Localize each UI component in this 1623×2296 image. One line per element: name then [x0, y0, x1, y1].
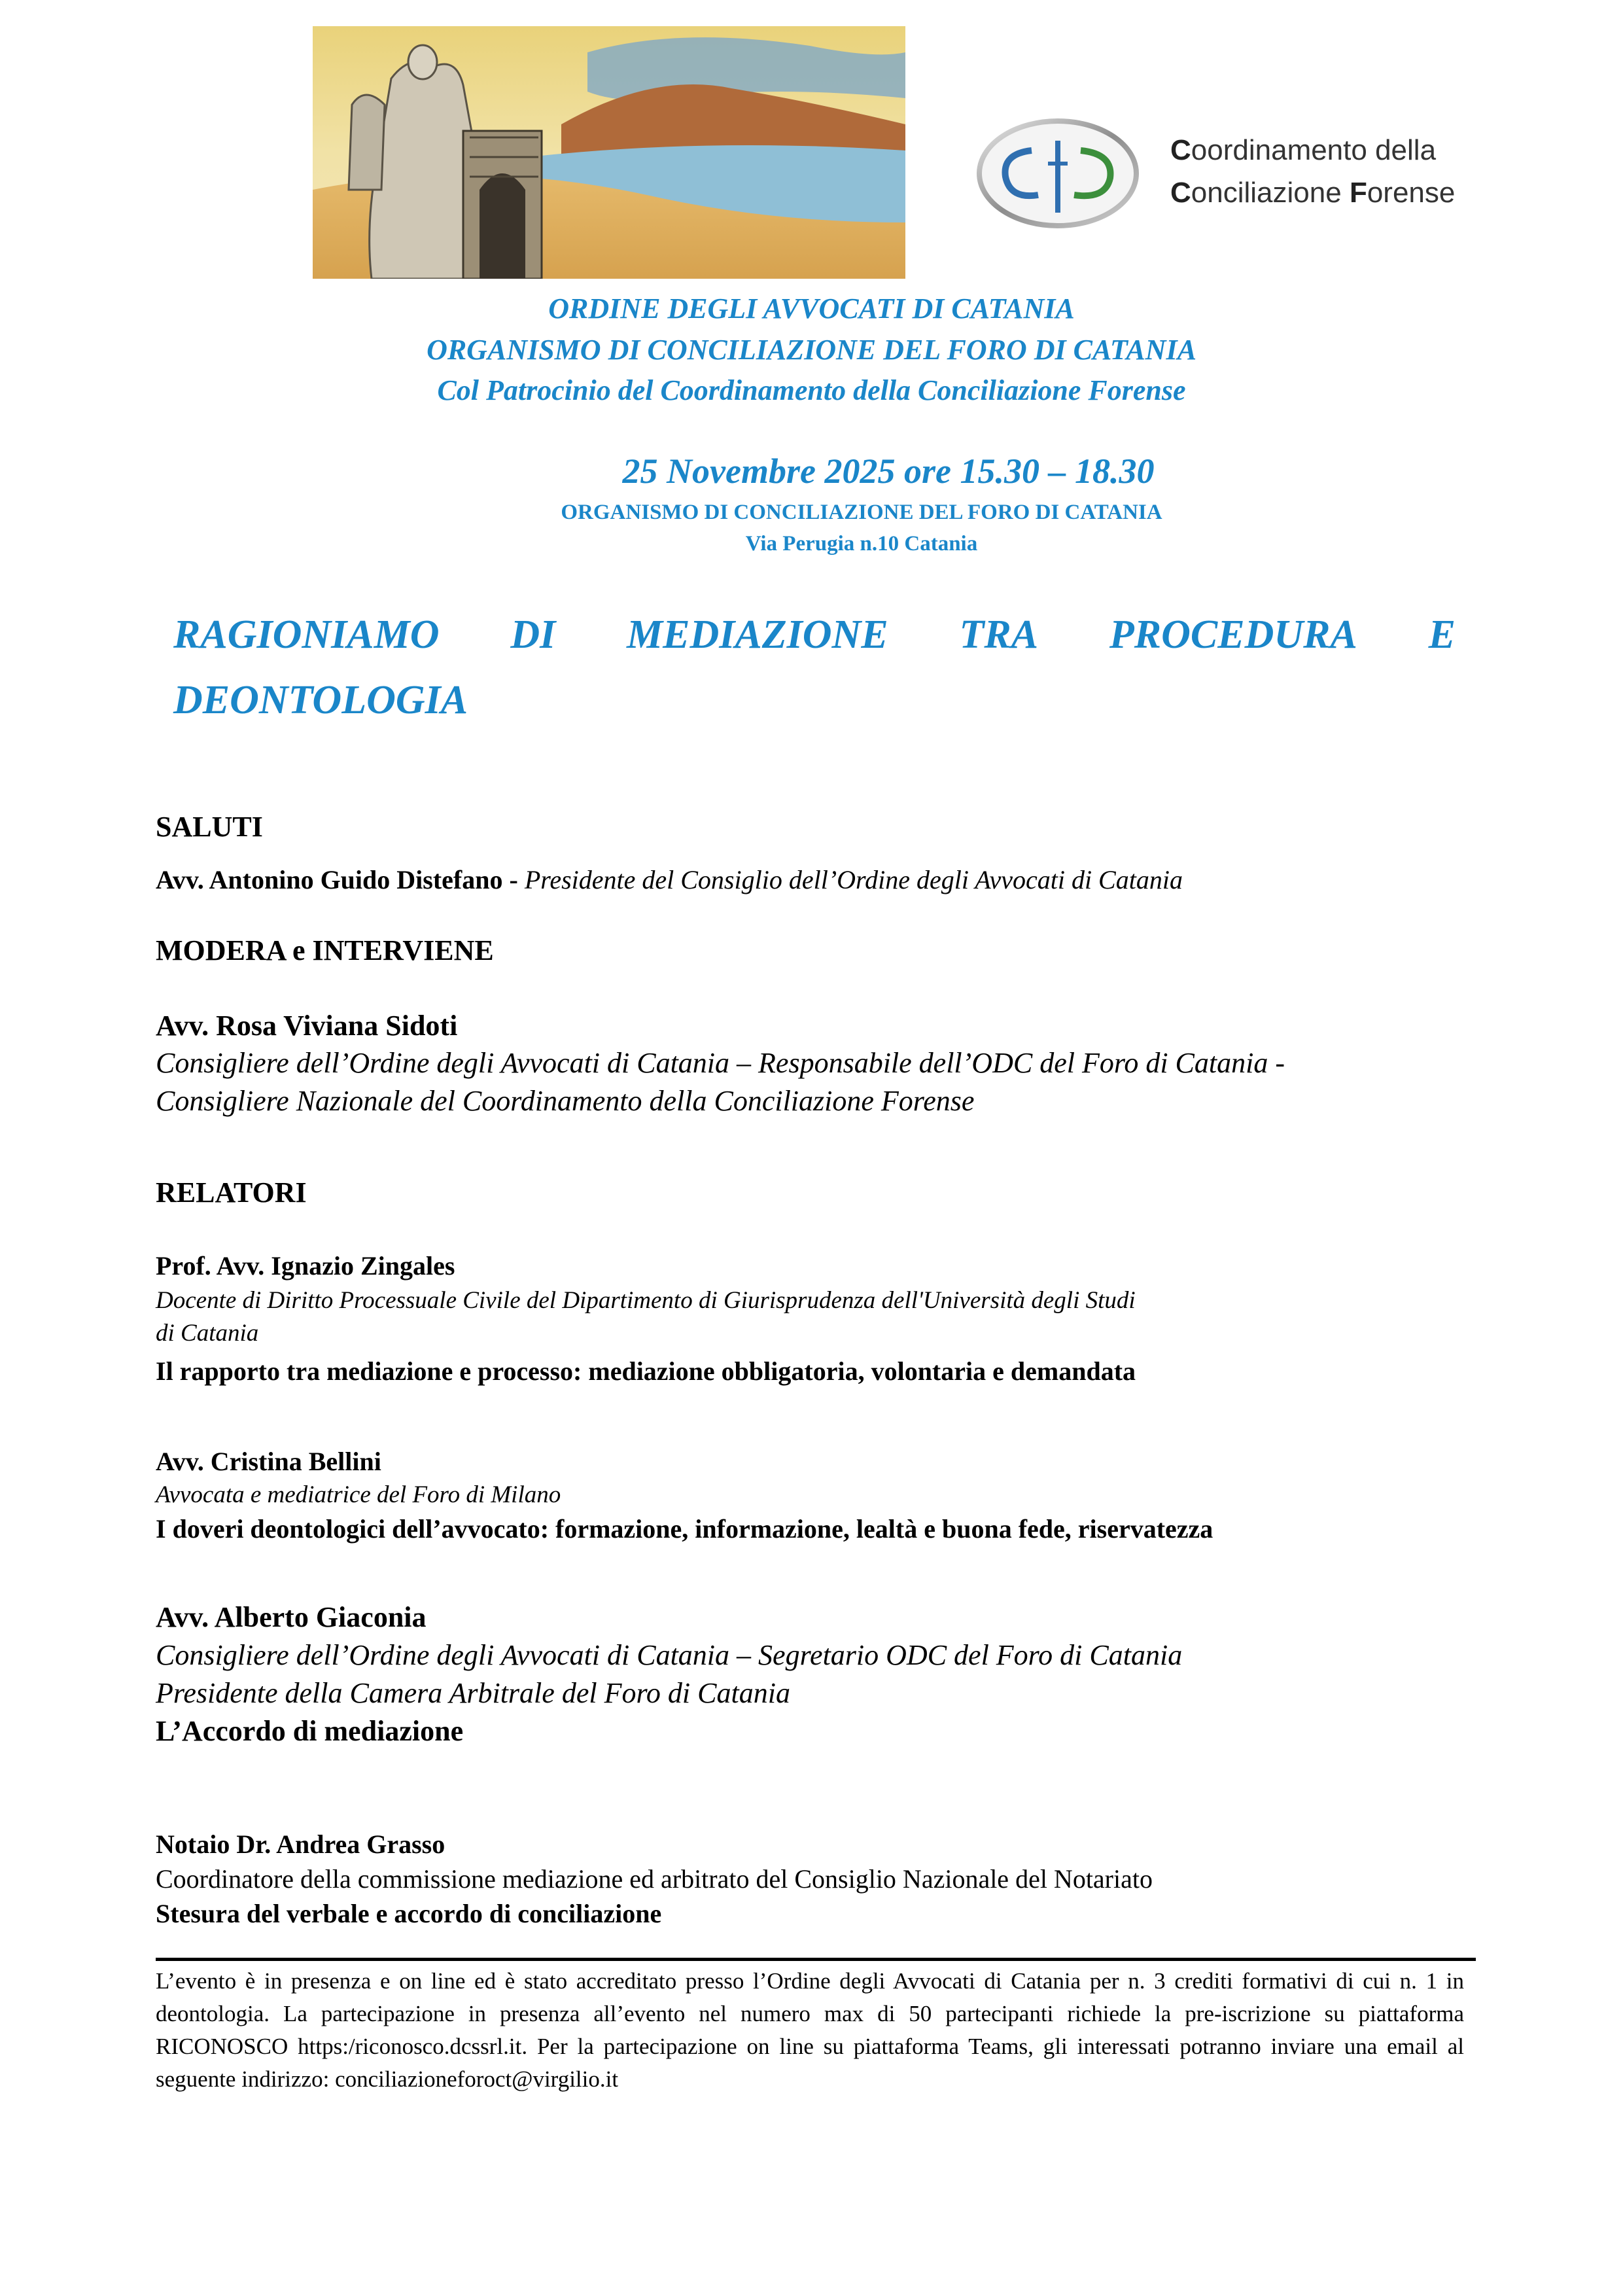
saluti-role: Presidente del Consiglio dell’Ordine degli Avvocati di Catania	[524, 865, 1183, 894]
moderator-role-line1: Consigliere dell’Ordine degli Avvocati di Catania – Responsabile dell’ODC del Foro di Catania -	[156, 1047, 1285, 1079]
title-word: PROCEDURA	[1109, 612, 1357, 657]
footer-divider	[156, 1958, 1476, 1961]
saluti-speaker	[156, 861, 1183, 899]
title-word: E	[1428, 612, 1456, 657]
footer-note: L’evento è in presenza e on line ed è stato accreditato presso l’Ordine degli Avvocati di Catania per n. 3 crediti formativi di cui n. 1 in deontologia. La partecipazione in presenza all’evento nel numero max di 50 partecipanti richiede la pre-iscrizione su piattaforma RICONOSCO https:/riconosco.dcssrl.it. Per la partecipazione on line su piattaforma Teams, gli interessati potranno inviare una email al seguente indirizzo: conciliazioneforoct@virgilio.it	[156, 1968, 1464, 2092]
patronage-line: Col Patrocinio del Coordinamento della Conciliazione Forense	[437, 374, 1186, 406]
title-word: MEDIAZIONE	[627, 612, 888, 657]
speaker-name: Prof. Avv. Ignazio Zingales	[156, 1251, 455, 1280]
speaker-topic: Il rapporto tra mediazione e processo: mediazione obbligatoria, volontaria e demandata	[156, 1356, 1136, 1386]
speaker-topic: L’Accordo di mediazione	[156, 1715, 464, 1747]
moderator-name: Avv. Rosa Viviana Sidoti	[156, 1010, 458, 1042]
organizer-line1: ORDINE DEGLI AVVOCATI DI CATANIA	[548, 292, 1075, 325]
event-venue: ORGANISMO DI CONCILIAZIONE DEL FORO DI CATANIA	[561, 501, 1162, 524]
event-title-line2: DEONTOLOGIA	[173, 678, 468, 722]
speaker-role-line1: Consigliere dell’Ordine degli Avvocati di Catania – Segretario ODC del Foro di Catania	[156, 1639, 1183, 1671]
coordinamento-logo	[976, 118, 1460, 229]
speaker-name: Avv. Cristina Bellini	[156, 1447, 381, 1476]
moderator-role-line2: Consigliere Nazionale del Coordinamento della Conciliazione Forense	[156, 1085, 975, 1117]
speaker-role-line2: di Catania	[156, 1320, 259, 1347]
speaker-topic: Stesura del verbale e accordo di conciliazione	[156, 1899, 662, 1928]
title-word: RAGIONIAMO	[173, 612, 440, 657]
logo-text-line1: Coordinamento della	[1170, 134, 1437, 166]
speaker-topic: I doveri deontologici dell’avvocato: formazione, informazione, lealtà e buona fede, riservatezza	[156, 1514, 1213, 1544]
organizer-line2: ORGANISMO DI CONCILIAZIONE DEL FORO DI CATANIA	[427, 334, 1196, 366]
speaker-role-line1: Avvocata e mediatrice del Foro di Milano	[156, 1481, 561, 1508]
relatori-heading: RELATORI	[156, 1176, 307, 1209]
event-title-line1	[173, 602, 1456, 667]
speaker-role-line1: Coordinatore della commissione mediazione ed arbitrato del Consiglio Nazionale del Notariato	[156, 1864, 1153, 1894]
speaker-role-line2: Presidente della Camera Arbitrale del Foro di Catania	[156, 1677, 790, 1709]
header-painting	[313, 26, 905, 279]
event-address: Via Perugia n.10 Catania	[745, 532, 978, 556]
title-word: DI	[510, 612, 556, 657]
speaker-name: Notaio Dr. Andrea Grasso	[156, 1829, 445, 1859]
speaker-role-line1: Docente di Diritto Processuale Civile del Dipartimento di Giurisprudenza dell'Università degli Studi	[156, 1287, 1136, 1314]
saluti-name: Avv. Antonino Guido Distefano -	[156, 865, 525, 894]
event-date-time: 25 Novembre 2025 ore 15.30 – 18.30	[622, 451, 1155, 491]
modera-heading: MODERA e INTERVIENE	[156, 934, 494, 966]
speaker-name: Avv. Alberto Giaconia	[156, 1601, 427, 1633]
title-word: TRA	[959, 612, 1039, 657]
cfo-monogram-icon	[976, 118, 1140, 229]
logo-text-line2: Conciliazione Forense	[1170, 177, 1456, 209]
saluti-heading: SALUTI	[156, 811, 263, 843]
